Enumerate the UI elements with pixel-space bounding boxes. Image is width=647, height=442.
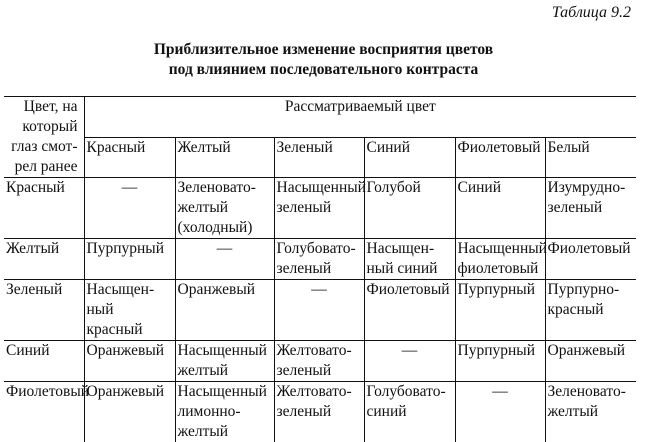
table-row [4, 382, 636, 442]
cell-line: Синий [458, 178, 543, 198]
cell-line: Насыщенный [458, 239, 543, 259]
cell-line: синий [367, 402, 453, 422]
row-label: Красный [4, 178, 84, 239]
table-cell [175, 239, 274, 280]
cell-line: зеленый [277, 259, 362, 279]
cell-line: Пурпурно- [548, 280, 635, 300]
cell-line: желтый [178, 198, 272, 218]
cell-line: Насыщенный [178, 341, 272, 361]
cell-line: Пурпурный [87, 239, 173, 259]
cell-line: Оранжевый [87, 382, 173, 402]
cell-line: Желтовато- [277, 382, 362, 402]
column-header: Красный [84, 137, 175, 178]
table-cell [175, 280, 274, 341]
table-cell [274, 382, 364, 442]
column-header: Синий [364, 137, 455, 178]
table-cell [364, 341, 455, 382]
row-label: Желтый [4, 239, 84, 280]
table-cell [364, 178, 455, 239]
cell-line: Пурпурный [458, 280, 543, 300]
corner-line: который [6, 117, 78, 137]
cell-line: зеленый [277, 402, 362, 422]
cell-line: Желтовато- [277, 341, 362, 361]
table-cell [84, 341, 175, 382]
cell-line: Насыщенный [277, 178, 362, 198]
table-cell [364, 280, 455, 341]
cell-line: зеленый [548, 198, 635, 218]
table-row [4, 341, 636, 382]
cell-line: Оранжевый [87, 341, 173, 361]
cell-line: Голубовато- [277, 239, 362, 259]
cell-line: зеленый [277, 361, 362, 381]
column-header: Желтый [175, 137, 274, 178]
table-cell [455, 239, 545, 280]
cell-line: Фиолетовый [548, 239, 635, 259]
cell-line: — [277, 280, 362, 300]
table-cell [545, 178, 636, 239]
column-header: Белый [545, 137, 636, 178]
cell-line: Оранжевый [178, 280, 272, 300]
corner-header [4, 97, 84, 178]
caption-line-2: под влиянием последовательного контраста [0, 60, 647, 80]
cell-line: Фиолетовый [367, 280, 453, 300]
table-cell [274, 178, 364, 239]
cell-line: красный [548, 300, 635, 320]
cell-line: Насыщен- [367, 239, 453, 259]
table-cell [175, 382, 274, 442]
cell-line: Оранжевый [548, 341, 635, 361]
table-cell [364, 382, 455, 442]
table-cell [545, 382, 636, 442]
table-row [4, 239, 636, 280]
corner-line: рел ранее [6, 157, 78, 177]
group-header: Рассматриваемый цвет [84, 97, 636, 138]
corner-line: глаз смот- [6, 137, 78, 157]
table-caption [0, 40, 647, 80]
table-cell [364, 239, 455, 280]
table-cell [175, 341, 274, 382]
cell-line: ный красный [87, 300, 173, 340]
table-cell [455, 178, 545, 239]
color-contrast-table [4, 96, 636, 442]
table-number: Таблица 9.2 [552, 4, 631, 22]
cell-line: — [458, 382, 543, 402]
column-header-row [4, 137, 636, 178]
table-cell [455, 341, 545, 382]
caption-line-1: Приблизительное изменение восприятия цветов [0, 40, 647, 60]
row-label: Синий [4, 341, 84, 382]
table-row [4, 178, 636, 239]
table-row [4, 280, 636, 341]
table-cell [545, 341, 636, 382]
table-cell [274, 341, 364, 382]
table-cell [545, 280, 636, 341]
cell-line: желтый [548, 402, 635, 422]
table-cell [175, 178, 274, 239]
table-cell [455, 382, 545, 442]
cell-line: зеленый [277, 198, 362, 218]
cell-line: — [178, 239, 272, 259]
corner-line: Цвет, на [6, 97, 78, 117]
table-cell [84, 382, 175, 442]
cell-line: (холодный) [178, 218, 272, 238]
table-cell [455, 280, 545, 341]
cell-line: лимонно- [178, 402, 272, 422]
table-cell [84, 280, 175, 341]
cell-line: ный синий [367, 259, 453, 279]
cell-line: Голубовато- [367, 382, 453, 402]
cell-line: Насыщенный [178, 382, 272, 402]
cell-line: Изумрудно- [548, 178, 635, 198]
table-cell [84, 178, 175, 239]
table-cell [274, 239, 364, 280]
cell-line: — [367, 341, 453, 361]
cell-line: Насыщен- [87, 280, 173, 300]
cell-line: Зеленовато- [548, 382, 635, 402]
column-header: Зеленый [274, 137, 364, 178]
cell-line: Пурпурный [458, 341, 543, 361]
row-label: Фиолетовый [4, 382, 84, 442]
column-header: Фиолетовый [455, 137, 545, 178]
table-cell [84, 239, 175, 280]
cell-line: желтый [178, 361, 272, 381]
cell-line: — [87, 178, 173, 198]
cell-line: Голубой [367, 178, 453, 198]
table-cell [545, 239, 636, 280]
row-label: Зеленый [4, 280, 84, 341]
cell-line: Зеленовато- [178, 178, 272, 198]
cell-line: фиолетовый [458, 259, 543, 279]
cell-line: желтый [178, 422, 272, 442]
table-cell [274, 280, 364, 341]
